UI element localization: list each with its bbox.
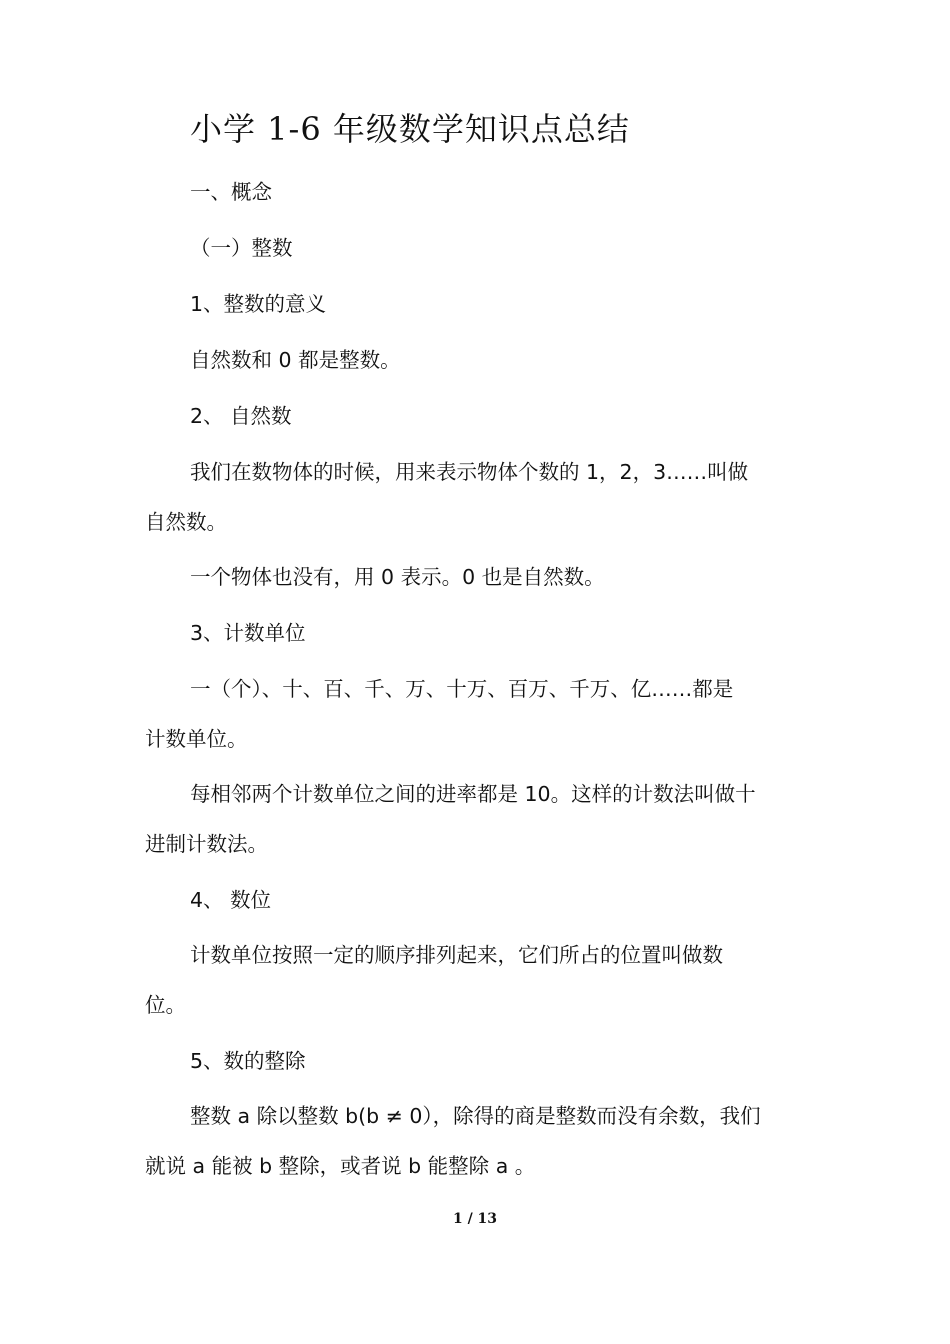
paragraph-line: 一个物体也没有，用 0 表示。0 也是自然数。 xyxy=(190,565,605,589)
paragraph-line: 自然数。 xyxy=(145,510,227,534)
paragraph-line: 每相邻两个计数单位之间的进率都是 10。这样的计数法叫做十 xyxy=(190,782,756,806)
paragraph-line: 整数 a 除以整数 b(b ≠ 0），除得的商是整数而没有余数，我们 xyxy=(190,1104,761,1128)
paragraph-line: 位。 xyxy=(145,993,186,1017)
item-heading: 2、 自然数 xyxy=(190,404,292,428)
paragraph-line: 自然数和 0 都是整数。 xyxy=(190,348,401,372)
item-heading: 3、计数单位 xyxy=(190,621,306,645)
section-heading: 一、概念 xyxy=(190,180,272,204)
item-heading: 1、整数的意义 xyxy=(190,292,327,316)
paragraph-line: 进制计数法。 xyxy=(145,832,268,856)
page-number: 1 / 13 xyxy=(452,1211,498,1227)
item-heading: 4、 数位 xyxy=(190,888,272,912)
paragraph-line: 一（个）、十、百、千、万、十万、百万、千万、亿……都是 xyxy=(190,677,734,701)
document-title: 小学 1-6 年级数学知识点总结 xyxy=(190,110,630,148)
subsection-heading: （一）整数 xyxy=(190,236,293,260)
paragraph-line: 我们在数物体的时候，用来表示物体个数的 1，2，3……叫做 xyxy=(190,460,749,484)
paragraph-line: 计数单位。 xyxy=(145,727,248,751)
paragraph-line: 就说 a 能被 b 整除，或者说 b 能整除 a 。 xyxy=(145,1154,536,1178)
item-heading: 5、数的整除 xyxy=(190,1049,306,1073)
paragraph-line: 计数单位按照一定的顺序排列起来，它们所占的位置叫做数 xyxy=(190,943,723,967)
